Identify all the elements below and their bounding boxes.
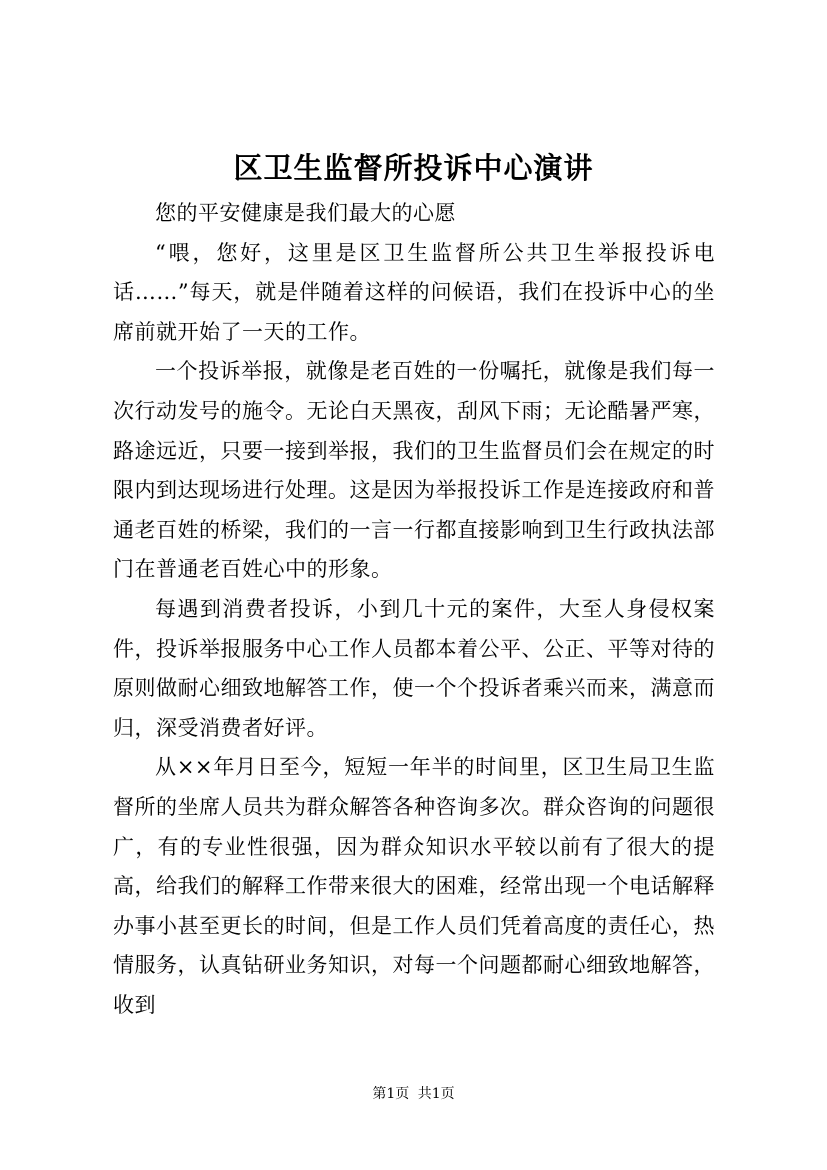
paragraph-3: 每遇到消费者投诉，小到几十元的案件，大至人身侵权案件，投诉举报服务中心工作人员都本着公平、公正、平等对待的原则做耐心细致地解答工作，使一个个投诉者乘兴而来，满意而归，深受消费者好评。	[113, 596, 715, 740]
paragraph-subtitle: 您的平安健康是我们最大的心愿	[155, 201, 456, 225]
page-footer	[0, 1084, 827, 1104]
document-body	[113, 194, 715, 1025]
page-number: 第1页	[372, 1086, 410, 1102]
page-total: 共1页	[417, 1086, 455, 1102]
paragraph-4: 从××年月日至今，短短一年半的时间里，区卫生局卫生监督所的坐席人员共为群众解答各种咨询多次。群众咨询的问题很广，有的专业性很强，因为群众知识水平较以前有了很大的提高，给我们的解释工作带来很大的困难，经常出现一个电话解释办事小甚至更长的时间，但是工作人员们凭着高度的责任心，热情服务，认真钻研业务知识，对每一个问题都耐心细致地解答，收到	[113, 755, 715, 1017]
paragraph-2: 一个投诉举报，就像是老百姓的一份嘱托，就像是我们每一次行动发号的施令。无论白天黑夜，刮风下雨；无论酷暑严寒，路途远近，只要一接到举报，我们的卫生监督员们会在规定的时限内到达现场进行处理。这是因为举报投诉工作是连接政府和普通老百姓的桥梁，我们的一言一行都直接影响到卫生行政执法部门在普通老百姓心中的形象。	[113, 359, 715, 582]
document-title: 区卫生监督所投诉中心演讲	[233, 151, 594, 185]
paragraph-1: “喂，您好，这里是区卫生监督所公共卫生举报投诉电话……”每天，就是伴随着这样的问候语，我们在投诉中心的坐席前就开始了一天的工作。	[113, 240, 715, 344]
